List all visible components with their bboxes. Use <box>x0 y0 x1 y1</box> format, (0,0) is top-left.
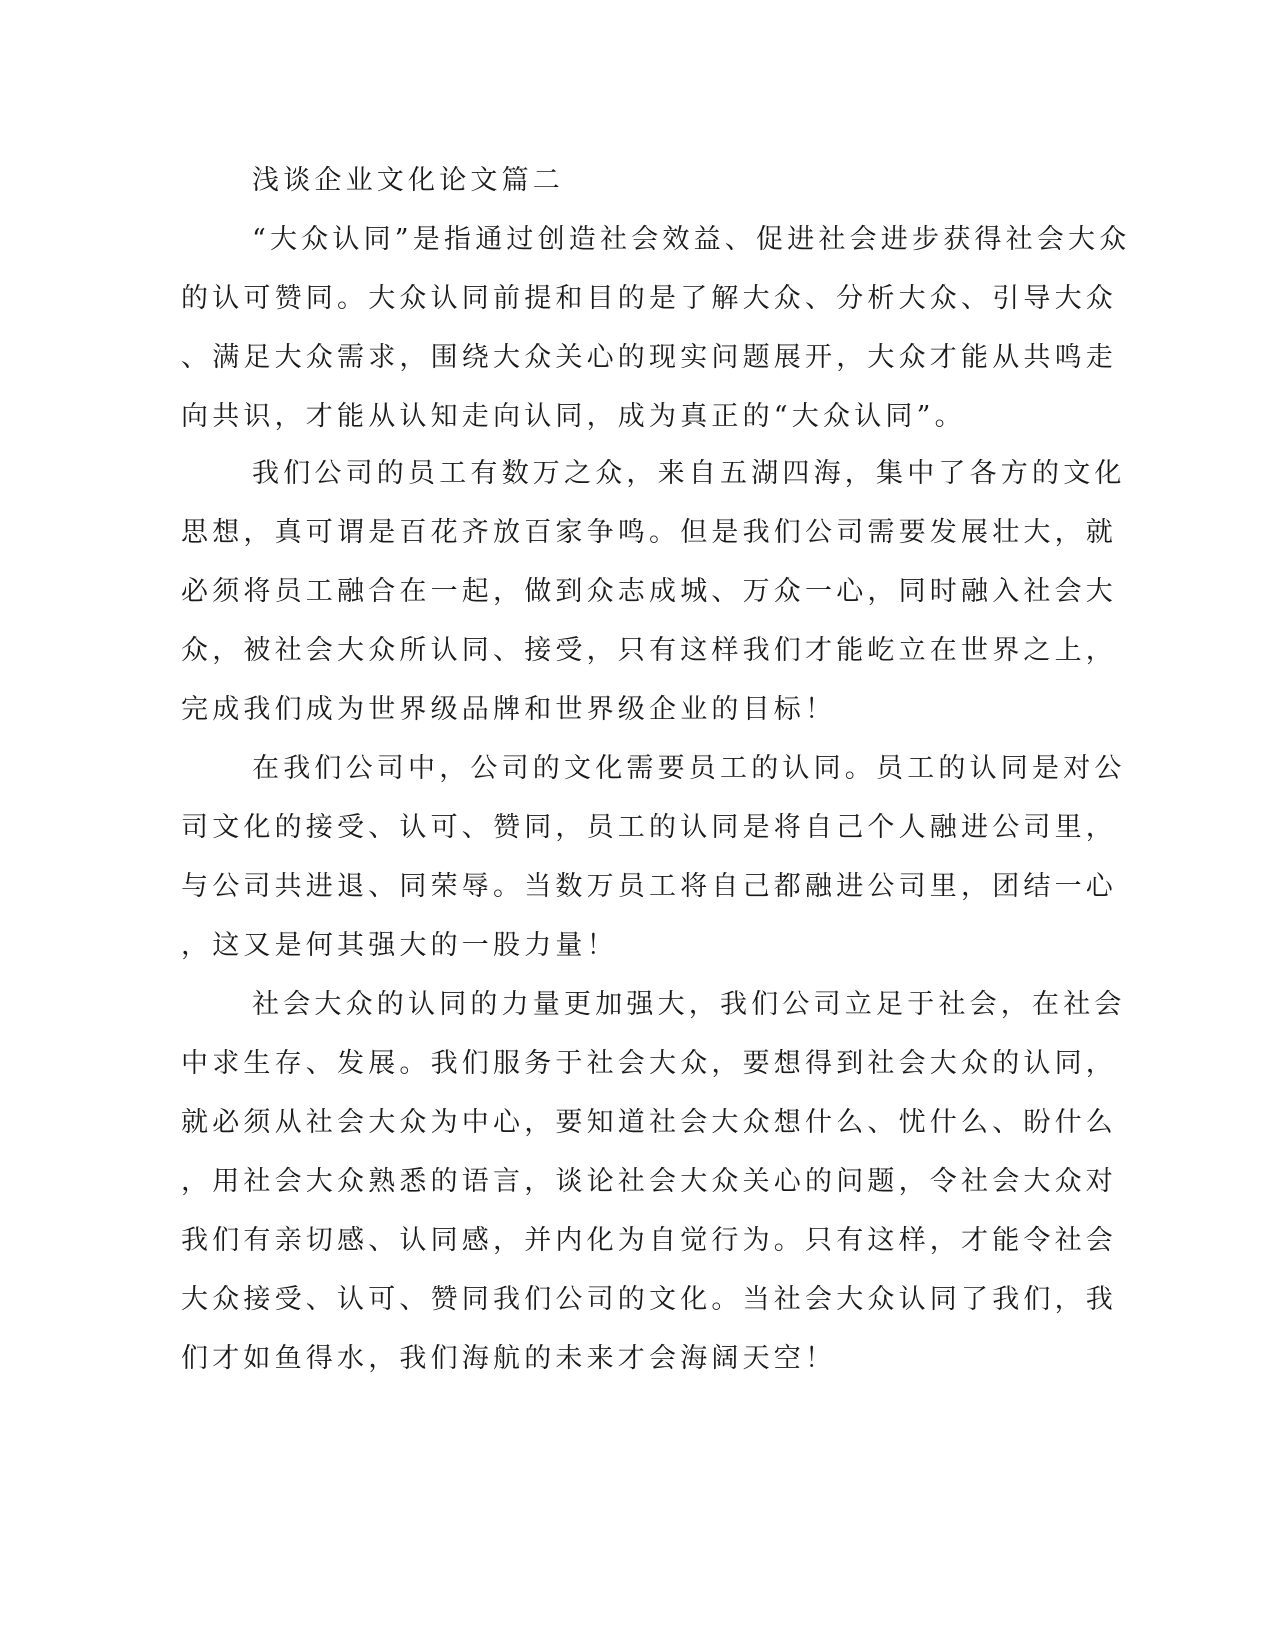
paragraph-line: ，这又是何其强大的一股力量！ <box>181 930 618 961</box>
paragraph-line: 在我们公司中，公司的文化需要员工的认同。员工的认同是对公 <box>252 753 1126 784</box>
paragraph-line: 、满足大众需求，围绕大众关心的现实问题展开，大众才能从共鸣走 <box>181 342 1117 373</box>
paragraph-line: 中求生存、发展。我们服务于社会大众，要想得到社会大众的认同， <box>181 1048 1117 1079</box>
paragraph-line: 完成我们成为世界级品牌和世界级企业的目标！ <box>181 694 837 725</box>
paragraph-line: 与公司共进退、同荣辱。当数万员工将自己都融进公司里，团结一心 <box>181 871 1117 902</box>
paragraph-line: 司文化的接受、认可、赞同，员工的认同是将自己个人融进公司里， <box>181 812 1117 843</box>
paragraph-line: 大众接受、认可、赞同我们公司的文化。当社会大众认同了我们，我 <box>181 1284 1117 1315</box>
paragraph-line: ，用社会大众熟悉的语言，谈论社会大众关心的问题，令社会大众对 <box>181 1166 1117 1197</box>
paragraph-line: 众，被社会大众所认同、接受，只有这样我们才能屹立在世界之上， <box>181 635 1117 666</box>
paragraph-line: 就必须从社会大众为中心，要知道社会大众想什么、忧什么、盼什么 <box>181 1107 1117 1138</box>
paragraph-line: 的认可赞同。大众认同前提和目的是了解大众、分析大众、引导大众 <box>181 283 1117 314</box>
paragraph-line: 向共识，才能从认知走向认同，成为真正的“大众认同”。 <box>181 401 966 432</box>
paragraph-line: 社会大众的认同的力量更加强大，我们公司立足于社会，在社会 <box>252 989 1126 1020</box>
document-title: 浅谈企业文化论文篇二 <box>252 165 564 196</box>
paragraph-line: 们才如鱼得水，我们海航的未来才会海阔天空！ <box>181 1343 837 1374</box>
paragraph-line: 必须将员工融合在一起，做到众志成城、万众一心，同时融入社会大 <box>181 576 1117 607</box>
paragraph-line: “大众认同”是指通过创造社会效益、促进社会进步获得社会大众 <box>252 224 1131 255</box>
paragraph-line: 我们公司的员工有数万之众，来自五湖四海，集中了各方的文化 <box>252 458 1126 489</box>
paragraph-line: 思想，真可谓是百花齐放百家争鸣。但是我们公司需要发展壮大，就 <box>181 517 1117 548</box>
paragraph-line: 我们有亲切感、认同感，并内化为自觉行为。只有这样，才能令社会 <box>181 1225 1117 1256</box>
